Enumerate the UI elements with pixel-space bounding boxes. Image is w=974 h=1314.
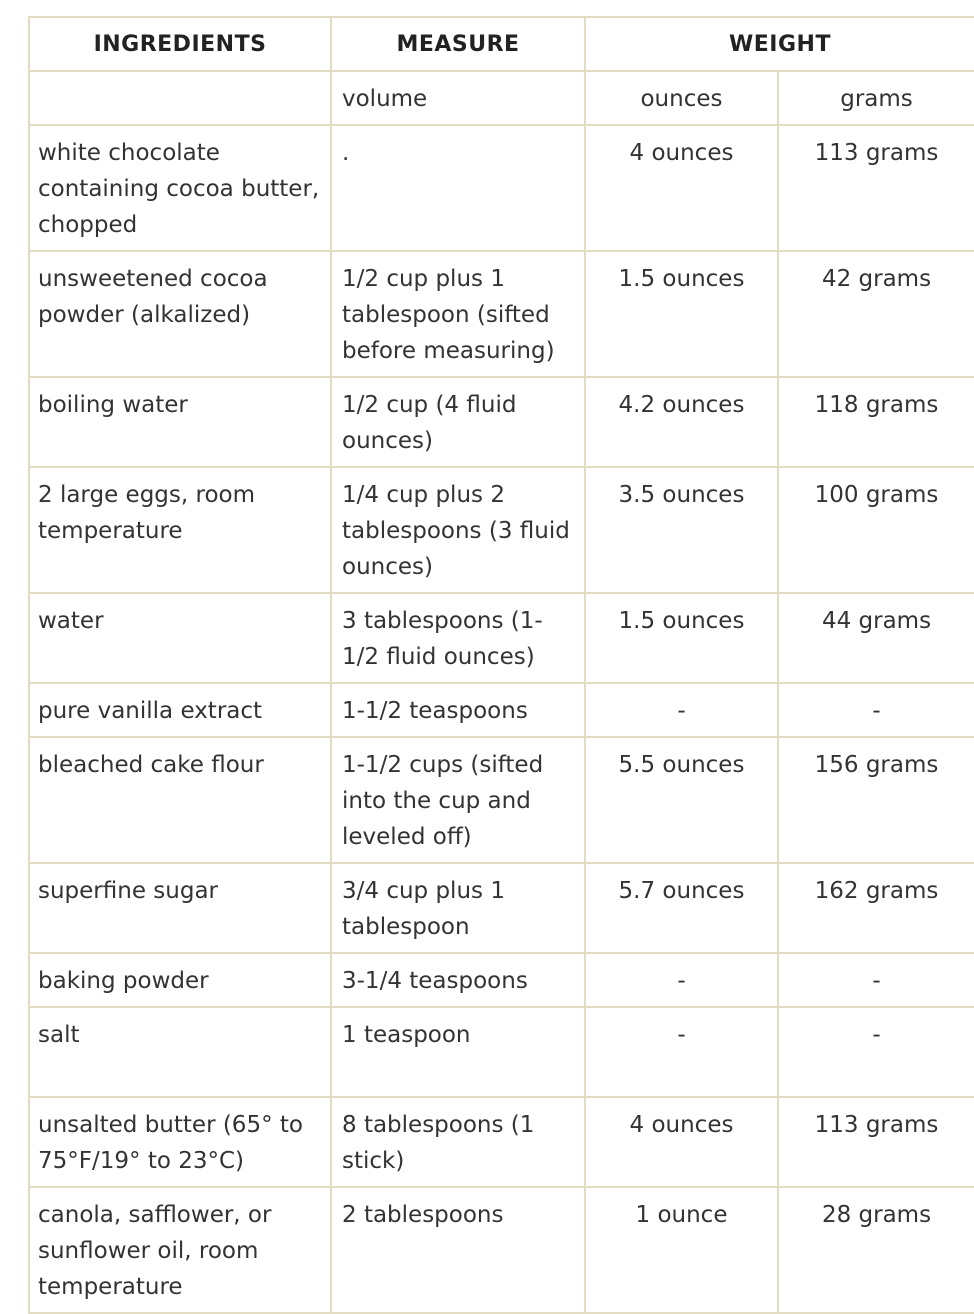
ounces-cell: 4 ounces <box>585 1097 778 1187</box>
table-row <box>29 467 974 593</box>
ounces-cell: 4 ounces <box>585 125 778 251</box>
table-row <box>29 1097 974 1187</box>
subheader-row <box>29 71 974 125</box>
volume-cell: 1/2 cup plus 1 tablespoon (sifted before measuring) <box>331 251 585 377</box>
table-row <box>29 863 974 953</box>
grams-cell: 44 grams <box>778 593 974 683</box>
table-row <box>29 125 974 251</box>
table-row <box>29 1007 974 1097</box>
ingredient-cell: unsalted butter (65° to 75°F/19° to 23°C) <box>29 1097 331 1187</box>
ounces-cell: 1.5 ounces <box>585 251 778 377</box>
table-row <box>29 377 974 467</box>
ounces-cell: 1.5 ounces <box>585 593 778 683</box>
ingredient-cell: baking powder <box>29 953 331 1007</box>
grams-cell: - <box>778 683 974 737</box>
ounces-cell: 5.7 ounces <box>585 863 778 953</box>
grams-cell: 113 grams <box>778 125 974 251</box>
header-ingredients: INGREDIENTS <box>29 17 331 71</box>
grams-cell: 162 grams <box>778 863 974 953</box>
table-row <box>29 683 974 737</box>
ingredient-cell: salt <box>29 1007 331 1097</box>
grams-cell: 100 grams <box>778 467 974 593</box>
ingredient-cell: white chocolate containing cocoa butter, chopped <box>29 125 331 251</box>
table-row <box>29 593 974 683</box>
volume-cell: 1-1/2 teaspoons <box>331 683 585 737</box>
ounces-cell: 5.5 ounces <box>585 737 778 863</box>
ingredient-cell: unsweetened cocoa powder (alkalized) <box>29 251 331 377</box>
grams-cell: 156 grams <box>778 737 974 863</box>
volume-cell: 1-1/2 cups (sifted into the cup and leveled off) <box>331 737 585 863</box>
table-row <box>29 1187 974 1313</box>
volume-cell: . <box>331 125 585 251</box>
ounces-cell: 4.2 ounces <box>585 377 778 467</box>
table-row <box>29 251 974 377</box>
ingredient-cell: superfine sugar <box>29 863 331 953</box>
grams-cell: 118 grams <box>778 377 974 467</box>
volume-cell: 3/4 cup plus 1 tablespoon <box>331 863 585 953</box>
ounces-cell: - <box>585 683 778 737</box>
ounces-cell: - <box>585 953 778 1007</box>
volume-cell: 1/4 cup plus 2 tablespoons (3 fluid ounces) <box>331 467 585 593</box>
ingredient-cell: water <box>29 593 331 683</box>
table-row <box>29 953 974 1007</box>
header-measure: MEASURE <box>331 17 585 71</box>
grams-cell: 42 grams <box>778 251 974 377</box>
subheader-blank <box>29 71 331 125</box>
volume-cell: 3 tablespoons (1-1/2 fluid ounces) <box>331 593 585 683</box>
ounces-cell: 1 ounce <box>585 1187 778 1313</box>
grams-cell: 113 grams <box>778 1097 974 1187</box>
subheader-volume: volume <box>331 71 585 125</box>
ingredients-table <box>28 16 974 1314</box>
grams-cell: - <box>778 1007 974 1097</box>
volume-cell: 2 tablespoons <box>331 1187 585 1313</box>
header-row <box>29 17 974 71</box>
table-row <box>29 737 974 863</box>
ingredient-cell: pure vanilla extract <box>29 683 331 737</box>
ingredient-cell: boiling water <box>29 377 331 467</box>
ingredient-cell: canola, safflower, or sunflower oil, room temperature <box>29 1187 331 1313</box>
header-weight: WEIGHT <box>585 17 974 71</box>
subheader-ounces: ounces <box>585 71 778 125</box>
grams-cell: 28 grams <box>778 1187 974 1313</box>
ingredient-cell: 2 large eggs, room temperature <box>29 467 331 593</box>
volume-cell: 1/2 cup (4 fluid ounces) <box>331 377 585 467</box>
volume-cell: 1 teaspoon <box>331 1007 585 1097</box>
subheader-grams: grams <box>778 71 974 125</box>
ounces-cell: 3.5 ounces <box>585 467 778 593</box>
ingredient-cell: bleached cake flour <box>29 737 331 863</box>
grams-cell: - <box>778 953 974 1007</box>
ounces-cell: - <box>585 1007 778 1097</box>
volume-cell: 8 tablespoons (1 stick) <box>331 1097 585 1187</box>
volume-cell: 3-1/4 teaspoons <box>331 953 585 1007</box>
